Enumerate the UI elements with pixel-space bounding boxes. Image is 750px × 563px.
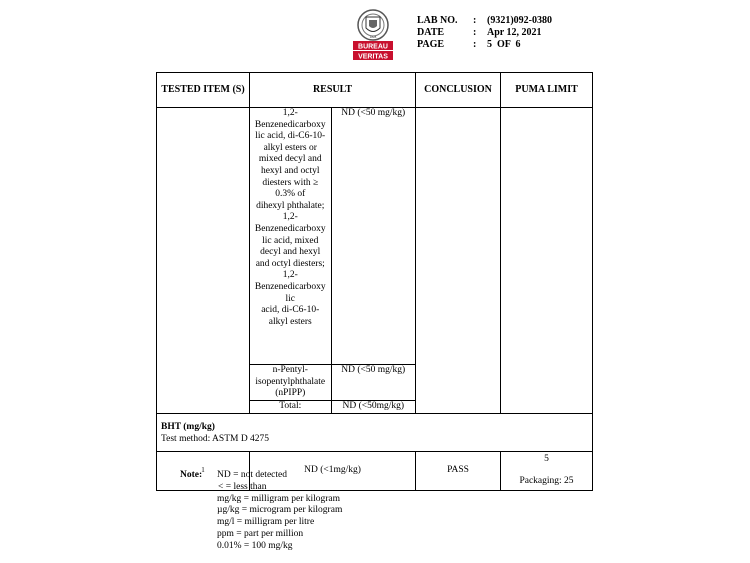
note-line: ND = not detected [217,470,287,480]
bht-section-cell [157,414,593,452]
bht-limit [501,452,593,491]
col-header-result: RESULT [250,73,416,108]
table-row [250,365,415,401]
note-line: mg/kg = milligram per kilogram [217,493,341,504]
substance-result: ND (<50mg/kg) [331,401,415,414]
bht-test-method: Test method: ASTM D 4275 [161,433,270,444]
phthalate-subtable [250,108,415,413]
puma-limit-cell [501,108,593,414]
header-label: LAB NO. [417,15,458,26]
note-line: mg/l = milligram per litre [217,517,315,528]
results-table [156,72,593,491]
header-label: PAGE [417,39,445,50]
note-line: 0.01% = 100 mg/kg [217,540,293,551]
bht-result: ND (<1mg/kg) [250,452,416,491]
bht-limit-value: 5 [544,454,549,465]
bht-item: 1 [157,452,250,491]
bht-title: BHT (mg/kg) [161,422,215,432]
note-line: µg/kg = microgram per kilogram [217,505,343,516]
substance-name: 1,2- Benzenedicarboxy lic acid, di-C6-10- alkyl esters or mixed decyl and hexyl and octyl diesters with ≥ 0.3% of dihexyl phthalate; 1,2- Benzenedicarboxy lic acid, mixed decyl and hexyl and octyl diesters; 1,2- Benzenedicarboxy lic acid, di-C6-10- alkyl esters [254,108,326,327]
bht-conclusion: PASS [416,452,501,491]
substance-result: ND (<50 mg/kg) [331,108,415,365]
header-value: (9321)092-0380 [487,15,552,26]
header-date [417,27,552,39]
note-line: ppm = part per million [217,528,304,539]
header-value: Apr 12, 2021 [487,27,542,38]
notes-list [217,470,342,553]
header-lab-no [417,15,552,27]
tested-item-cell [157,108,250,414]
logo-top-text: BUREAU [358,43,388,51]
col-header-puma-limit: PUMA LIMIT [501,73,593,108]
logo-bottom-text: VERITAS [358,53,388,61]
header-label: DATE [417,27,445,38]
col-header-conclusion: CONCLUSION [416,73,501,108]
notes-label: Note: [180,470,203,480]
logo-year: 1828 [369,35,377,39]
conclusion-cell [416,108,501,414]
substance-result: ND (<50 mg/kg) [331,365,415,401]
bht-section-row [157,414,593,452]
substance-name: n-Pentyl- isopentylphthalate (nPIPP) [250,365,331,401]
result-cell [250,108,416,414]
table-row [250,401,415,414]
report-header [417,15,552,51]
table-row [250,108,415,365]
bht-limit-packaging: Packaging: 25 [519,475,574,486]
phthalate-section-row [157,108,593,414]
bureau-veritas-logo [351,7,395,63]
header-colon: : [473,15,477,26]
header-colon: : [473,39,477,50]
note-line: < = less than [218,481,267,492]
header-colon: : [473,27,477,38]
table-header-row [157,73,593,108]
substance-name: Total: [250,401,331,414]
col-header-tested-item: TESTED ITEM (S) [157,73,250,108]
header-value: 5 OF 6 [487,39,521,50]
header-page [417,39,552,51]
